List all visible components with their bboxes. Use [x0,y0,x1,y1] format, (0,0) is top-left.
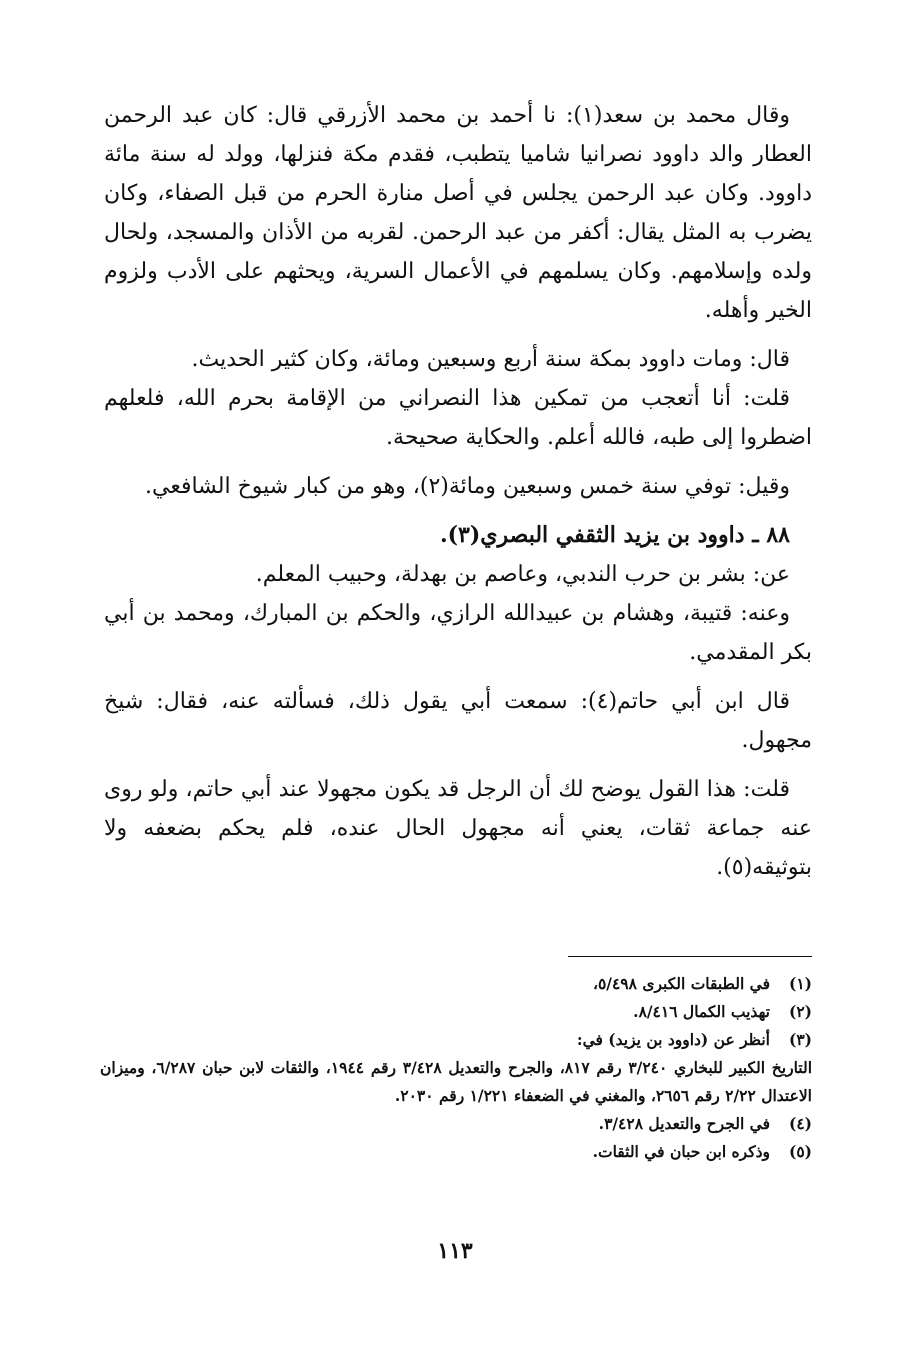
paragraph-narrated-from: عن: بشر بن حرب الندبي، وعاصم بن بهدلة، وحبيب المعلم. [255,562,790,587]
footnote-1 [100,970,812,998]
footnote-text: وذكره ابن حبان في الثقات. [592,1142,770,1161]
paragraph-death-date: قال: ومات داوود بمكة سنة أربع وسبعين ومائة، وكان كثير الحديث. [191,347,790,372]
entry-heading-88: ٨٨ ـ داوود بن يزيد الثقفي البصري(٣). [439,522,790,548]
footnote-number: (٥) [788,1142,812,1161]
footnotes [100,970,812,1166]
main-text [104,96,812,887]
paragraph-ibn-abi-hatim: قال ابن أبي حاتم(٤): سمعت أبي يقول ذلك، فسألته عنه، فقال: شيخ مجهول. [104,689,812,753]
footnote-text: في الطبقات الكبرى ٥/٤٩٨، [592,974,770,993]
page-number: ١١٣ [437,1238,473,1264]
paragraph-alt-death: وقيل: توفي سنة خمس وسبعين ومائة(٢)، وهو من كبار شيوخ الشافعي. [145,474,790,499]
footnote-3 [100,1026,812,1054]
paragraph-author-comment: قلت: أنا أتعجب من تمكين هذا النصراني من الإقامة بحرم الله، فلعلهم اضطروا إلى طبه، فالله أعلم. والحكاية صحيحة. [104,386,812,450]
footnote-number: (١) [788,974,812,993]
paragraph-conclusion: قلت: هذا القول يوضح لك أن الرجل قد يكون مجهولا عند أبي حاتم، ولو روى عنه جماعة ثقات، يعني أنه مجهول الحال عنده، فلم يحكم بضعفه ولا بتوثيقه(٥). [104,777,812,880]
footnote-3-sources: التاريخ الكبير للبخاري ٣/٢٤٠ رقم ٨١٧، والجرح والتعديل ٣/٤٢٨ رقم ١٩٤٤، والثقات لابن حبان ٦/٢٨٧، وميزان الاعتدال ٢/٢٢ رقم ٢٦٥٦، والمغني في الضعفاء ١/٢٢١ رقم ٢٠٣٠. [100,1058,812,1105]
paragraph-narrated-by: وعنه: قتيبة، وهشام بن عبيدالله الرازي، والحكم بن المبارك، ومحمد بن أبي بكر المقدمي. [104,601,812,665]
footnote-text: تهذيب الكمال ٨/٤١٦. [633,1002,770,1021]
footnote-text: في الجرح والتعديل ٣/٤٢٨. [598,1114,770,1133]
paragraph-ibn-saad: وقال محمد بن سعد(١): نا أحمد بن محمد الأزرقي قال: كان عبد الرحمن العطار والد داوود نصرانيا شاميا يتطبب، فقدم مكة فنزلها، وولد له سنة مائة داوود. وكان عبد الرحمن يجلس في أصل منارة الحرم من قبل الصفاء، وكان يضرب به المثل يقال: أكفر من عبد الرحمن. لقربه من الأذان والمسجد، ولحال ولده وإسلامهم. وكان يسلمهم في الأعمال السرية، ويحثهم على الأدب ولزوم الخير وأهله. [104,103,812,323]
footnote-text: أنظر عن (داوود بن يزيد) في: [576,1030,770,1049]
footnote-4 [100,1110,812,1138]
footnote-number: (٣) [788,1030,812,1049]
footnote-number: (٤) [788,1114,812,1133]
footnote-2 [100,998,812,1026]
footnote-5 [100,1138,812,1166]
footnote-separator [568,956,812,957]
footnote-number: (٢) [788,1002,812,1021]
